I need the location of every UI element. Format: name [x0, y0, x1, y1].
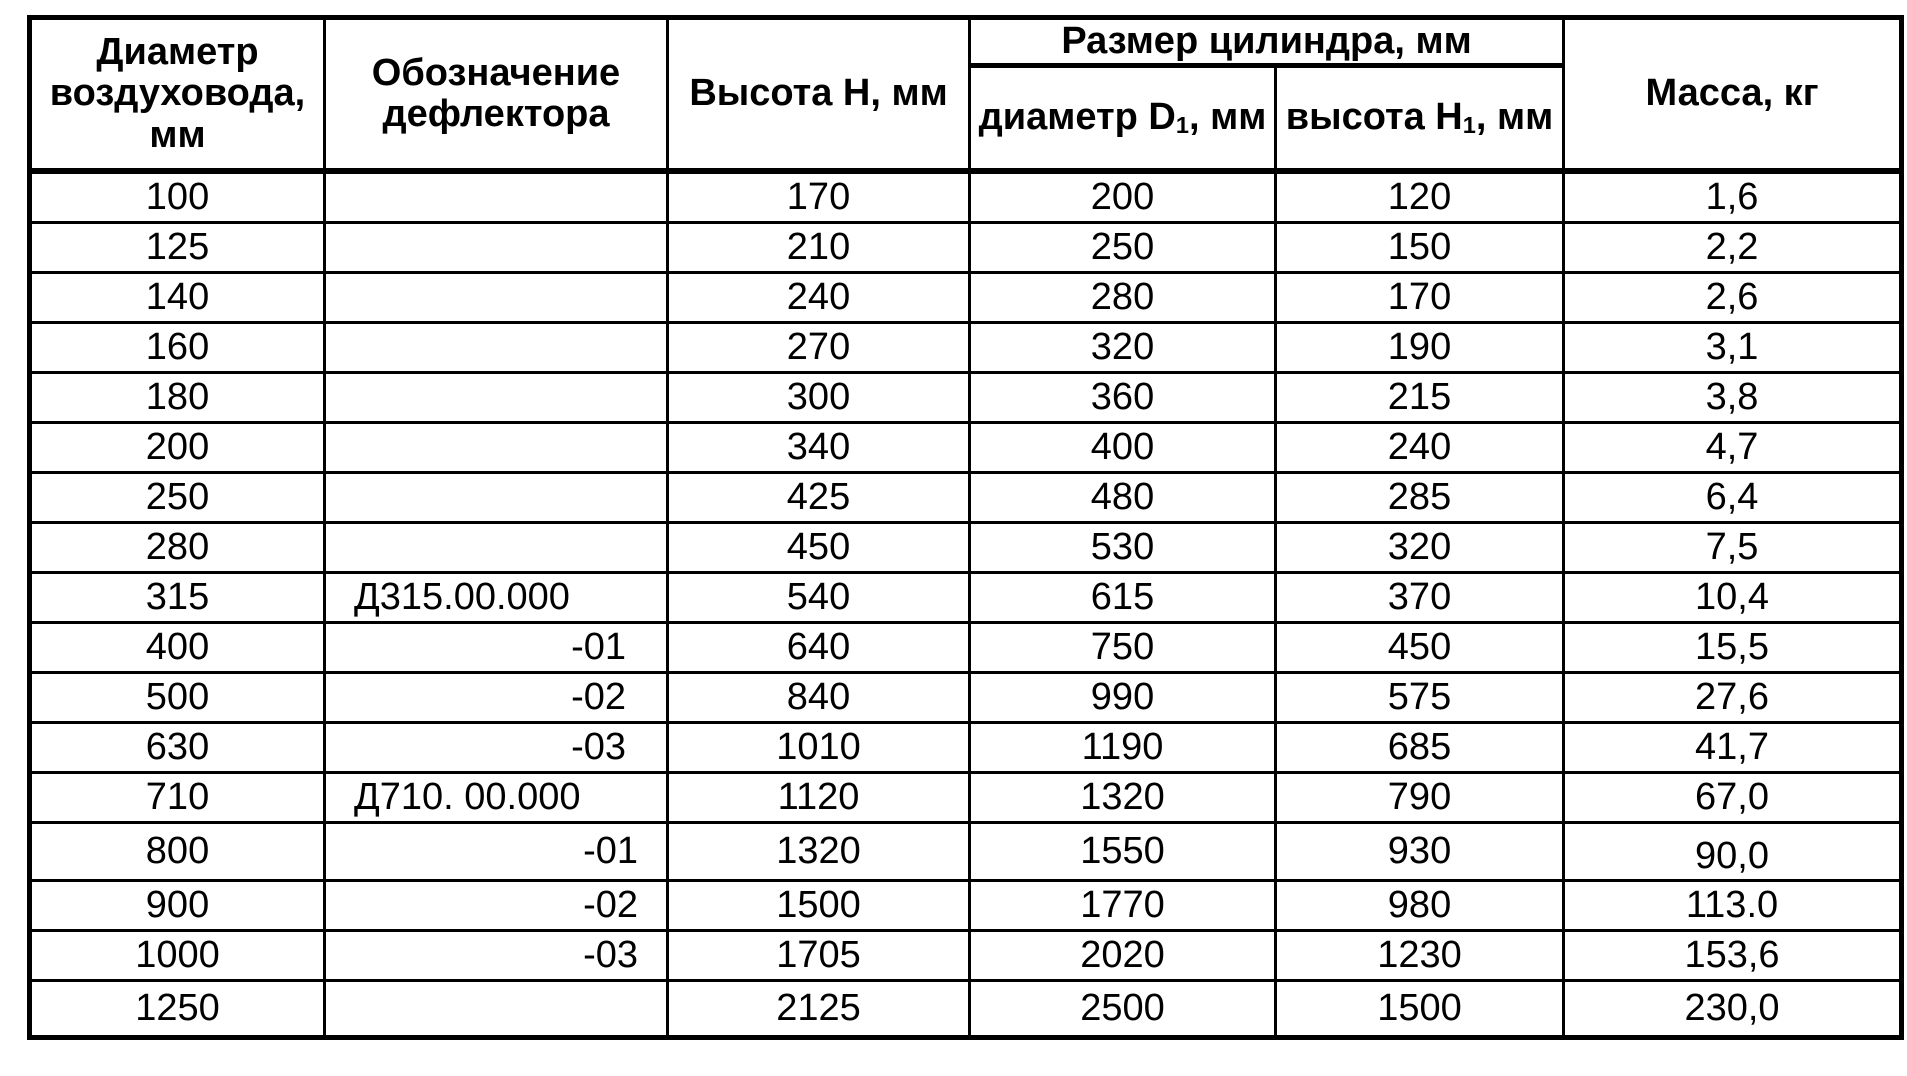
cell-height: 1120: [668, 773, 970, 823]
cell-cylinder-diameter: 250: [970, 223, 1276, 273]
cell-cylinder-diameter: 200: [970, 171, 1276, 223]
header-cylinder-diameter-suffix: , мм: [1188, 96, 1267, 139]
header-cylinder-height-subscript: 1: [1462, 112, 1476, 139]
cell-designation: -01: [325, 823, 668, 881]
cell-mass: 2,6: [1564, 273, 1902, 323]
cell-cylinder-height: 685: [1276, 723, 1564, 773]
table-header: [30, 18, 1902, 172]
cell-height: 1320: [668, 823, 970, 881]
cell-mass: 15,5: [1564, 623, 1902, 673]
cell-height: 2125: [668, 981, 970, 1038]
table-row: [30, 773, 1902, 823]
cell-cylinder-diameter: 530: [970, 523, 1276, 573]
header-cylinder-size-group: Размер цилиндра, мм: [970, 18, 1564, 66]
cell-duct-diameter: 900: [30, 881, 325, 931]
cell-cylinder-diameter: 400: [970, 423, 1276, 473]
cell-designation: -02: [325, 673, 668, 723]
cell-designation: -02: [325, 881, 668, 931]
cell-cylinder-diameter: 2020: [970, 931, 1276, 981]
cell-mass: 113.0: [1564, 881, 1902, 931]
cell-designation: -03: [325, 931, 668, 981]
cell-cylinder-diameter: 1320: [970, 773, 1276, 823]
table-row: [30, 223, 1902, 273]
header-height: Высота H, мм: [668, 18, 970, 172]
table-row: [30, 823, 1902, 881]
cell-cylinder-height: 285: [1276, 473, 1564, 523]
cell-designation: Д315.00.000: [325, 573, 668, 623]
cell-cylinder-diameter: 480: [970, 473, 1276, 523]
cell-cylinder-height: 190: [1276, 323, 1564, 373]
cell-duct-diameter: 1000: [30, 931, 325, 981]
cell-designation: [325, 323, 668, 373]
cell-duct-diameter: 125: [30, 223, 325, 273]
cell-cylinder-diameter: 990: [970, 673, 1276, 723]
cell-mass: 3,8: [1564, 373, 1902, 423]
cell-mass: 153,6: [1564, 931, 1902, 981]
table-row: [30, 723, 1902, 773]
header-cylinder-diameter-subscript: 1: [1175, 112, 1189, 139]
cell-cylinder-height: 980: [1276, 881, 1564, 931]
cell-height: 300: [668, 373, 970, 423]
cell-cylinder-diameter: 615: [970, 573, 1276, 623]
cell-duct-diameter: 100: [30, 171, 325, 223]
header-cylinder-diameter-prefix: диаметр D: [978, 96, 1176, 139]
table-row: [30, 323, 1902, 373]
header-duct-diameter: Диаметр воздуховода, мм: [30, 18, 325, 172]
cell-duct-diameter: 1250: [30, 981, 325, 1038]
cell-mass: 3,1: [1564, 323, 1902, 373]
table-row: [30, 623, 1902, 673]
cell-mass: 41,7: [1564, 723, 1902, 773]
header-mass: Масса, кг: [1564, 18, 1902, 172]
cell-height: 1500: [668, 881, 970, 931]
cell-designation: [325, 171, 668, 223]
cell-duct-diameter: 140: [30, 273, 325, 323]
cell-duct-diameter: 400: [30, 623, 325, 673]
cell-mass: 10,4: [1564, 573, 1902, 623]
cell-duct-diameter: 710: [30, 773, 325, 823]
cell-cylinder-height: 150: [1276, 223, 1564, 273]
cell-designation: [325, 981, 668, 1038]
cell-duct-diameter: 630: [30, 723, 325, 773]
cell-cylinder-height: 215: [1276, 373, 1564, 423]
deflector-spec-table-container: [27, 15, 1899, 1040]
table-row: [30, 573, 1902, 623]
cell-mass: 230,0: [1564, 981, 1902, 1038]
table-row: [30, 673, 1902, 723]
cell-cylinder-height: 450: [1276, 623, 1564, 673]
cell-height: 340: [668, 423, 970, 473]
table-row: [30, 523, 1902, 573]
cell-designation: [325, 273, 668, 323]
header-cylinder-height: [1276, 66, 1564, 172]
cell-duct-diameter: 160: [30, 323, 325, 373]
cell-designation: [325, 523, 668, 573]
cell-height: 840: [668, 673, 970, 723]
cell-height: 270: [668, 323, 970, 373]
cell-duct-diameter: 250: [30, 473, 325, 523]
cell-height: 170: [668, 171, 970, 223]
header-designation: Обозначение дефлектора: [325, 18, 668, 172]
cell-mass: 7,5: [1564, 523, 1902, 573]
cell-duct-diameter: 315: [30, 573, 325, 623]
cell-duct-diameter: 500: [30, 673, 325, 723]
header-cylinder-diameter: [970, 66, 1276, 172]
table-row: [30, 423, 1902, 473]
table-row: [30, 273, 1902, 323]
cell-designation: -03: [325, 723, 668, 773]
table-body: [30, 171, 1902, 1038]
table-row: [30, 981, 1902, 1038]
cell-cylinder-height: 1500: [1276, 981, 1564, 1038]
table-row: [30, 881, 1902, 931]
cell-duct-diameter: 800: [30, 823, 325, 881]
cell-mass: 4,7: [1564, 423, 1902, 473]
cell-mass: 1,6: [1564, 171, 1902, 223]
cell-height: 640: [668, 623, 970, 673]
cell-cylinder-diameter: 750: [970, 623, 1276, 673]
cell-cylinder-diameter: 360: [970, 373, 1276, 423]
cell-cylinder-height: 790: [1276, 773, 1564, 823]
cell-mass: 6,4: [1564, 473, 1902, 523]
header-cylinder-height-suffix: , мм: [1475, 96, 1554, 139]
table-row: [30, 931, 1902, 981]
cell-cylinder-height: 320: [1276, 523, 1564, 573]
cell-designation: [325, 373, 668, 423]
cell-cylinder-height: 370: [1276, 573, 1564, 623]
cell-duct-diameter: 180: [30, 373, 325, 423]
cell-cylinder-height: 240: [1276, 423, 1564, 473]
cell-mass: 2,2: [1564, 223, 1902, 273]
cell-height: 1705: [668, 931, 970, 981]
header-cylinder-height-prefix: высота H: [1285, 96, 1463, 139]
cell-cylinder-diameter: 2500: [970, 981, 1276, 1038]
cell-height: 450: [668, 523, 970, 573]
cell-cylinder-height: 575: [1276, 673, 1564, 723]
cell-cylinder-diameter: 1190: [970, 723, 1276, 773]
cell-designation: [325, 473, 668, 523]
table-row: [30, 171, 1902, 223]
cell-cylinder-diameter: 280: [970, 273, 1276, 323]
table-row: [30, 373, 1902, 423]
cell-cylinder-height: 1230: [1276, 931, 1564, 981]
cell-height: 425: [668, 473, 970, 523]
cell-duct-diameter: 200: [30, 423, 325, 473]
cell-height: 210: [668, 223, 970, 273]
cell-designation: [325, 223, 668, 273]
cell-mass: 27,6: [1564, 673, 1902, 723]
cell-cylinder-diameter: 320: [970, 323, 1276, 373]
cell-cylinder-diameter: 1550: [970, 823, 1276, 881]
deflector-spec-table: [27, 15, 1904, 1040]
cell-cylinder-height: 120: [1276, 171, 1564, 223]
cell-cylinder-diameter: 1770: [970, 881, 1276, 931]
table-row: [30, 473, 1902, 523]
cell-designation: [325, 423, 668, 473]
cell-mass: 90,0: [1564, 823, 1902, 881]
cell-designation: -01: [325, 623, 668, 673]
cell-cylinder-height: 930: [1276, 823, 1564, 881]
cell-cylinder-height: 170: [1276, 273, 1564, 323]
cell-height: 540: [668, 573, 970, 623]
cell-duct-diameter: 280: [30, 523, 325, 573]
cell-designation: Д710. 00.000: [325, 773, 668, 823]
cell-height: 240: [668, 273, 970, 323]
cell-mass: 67,0: [1564, 773, 1902, 823]
cell-height: 1010: [668, 723, 970, 773]
